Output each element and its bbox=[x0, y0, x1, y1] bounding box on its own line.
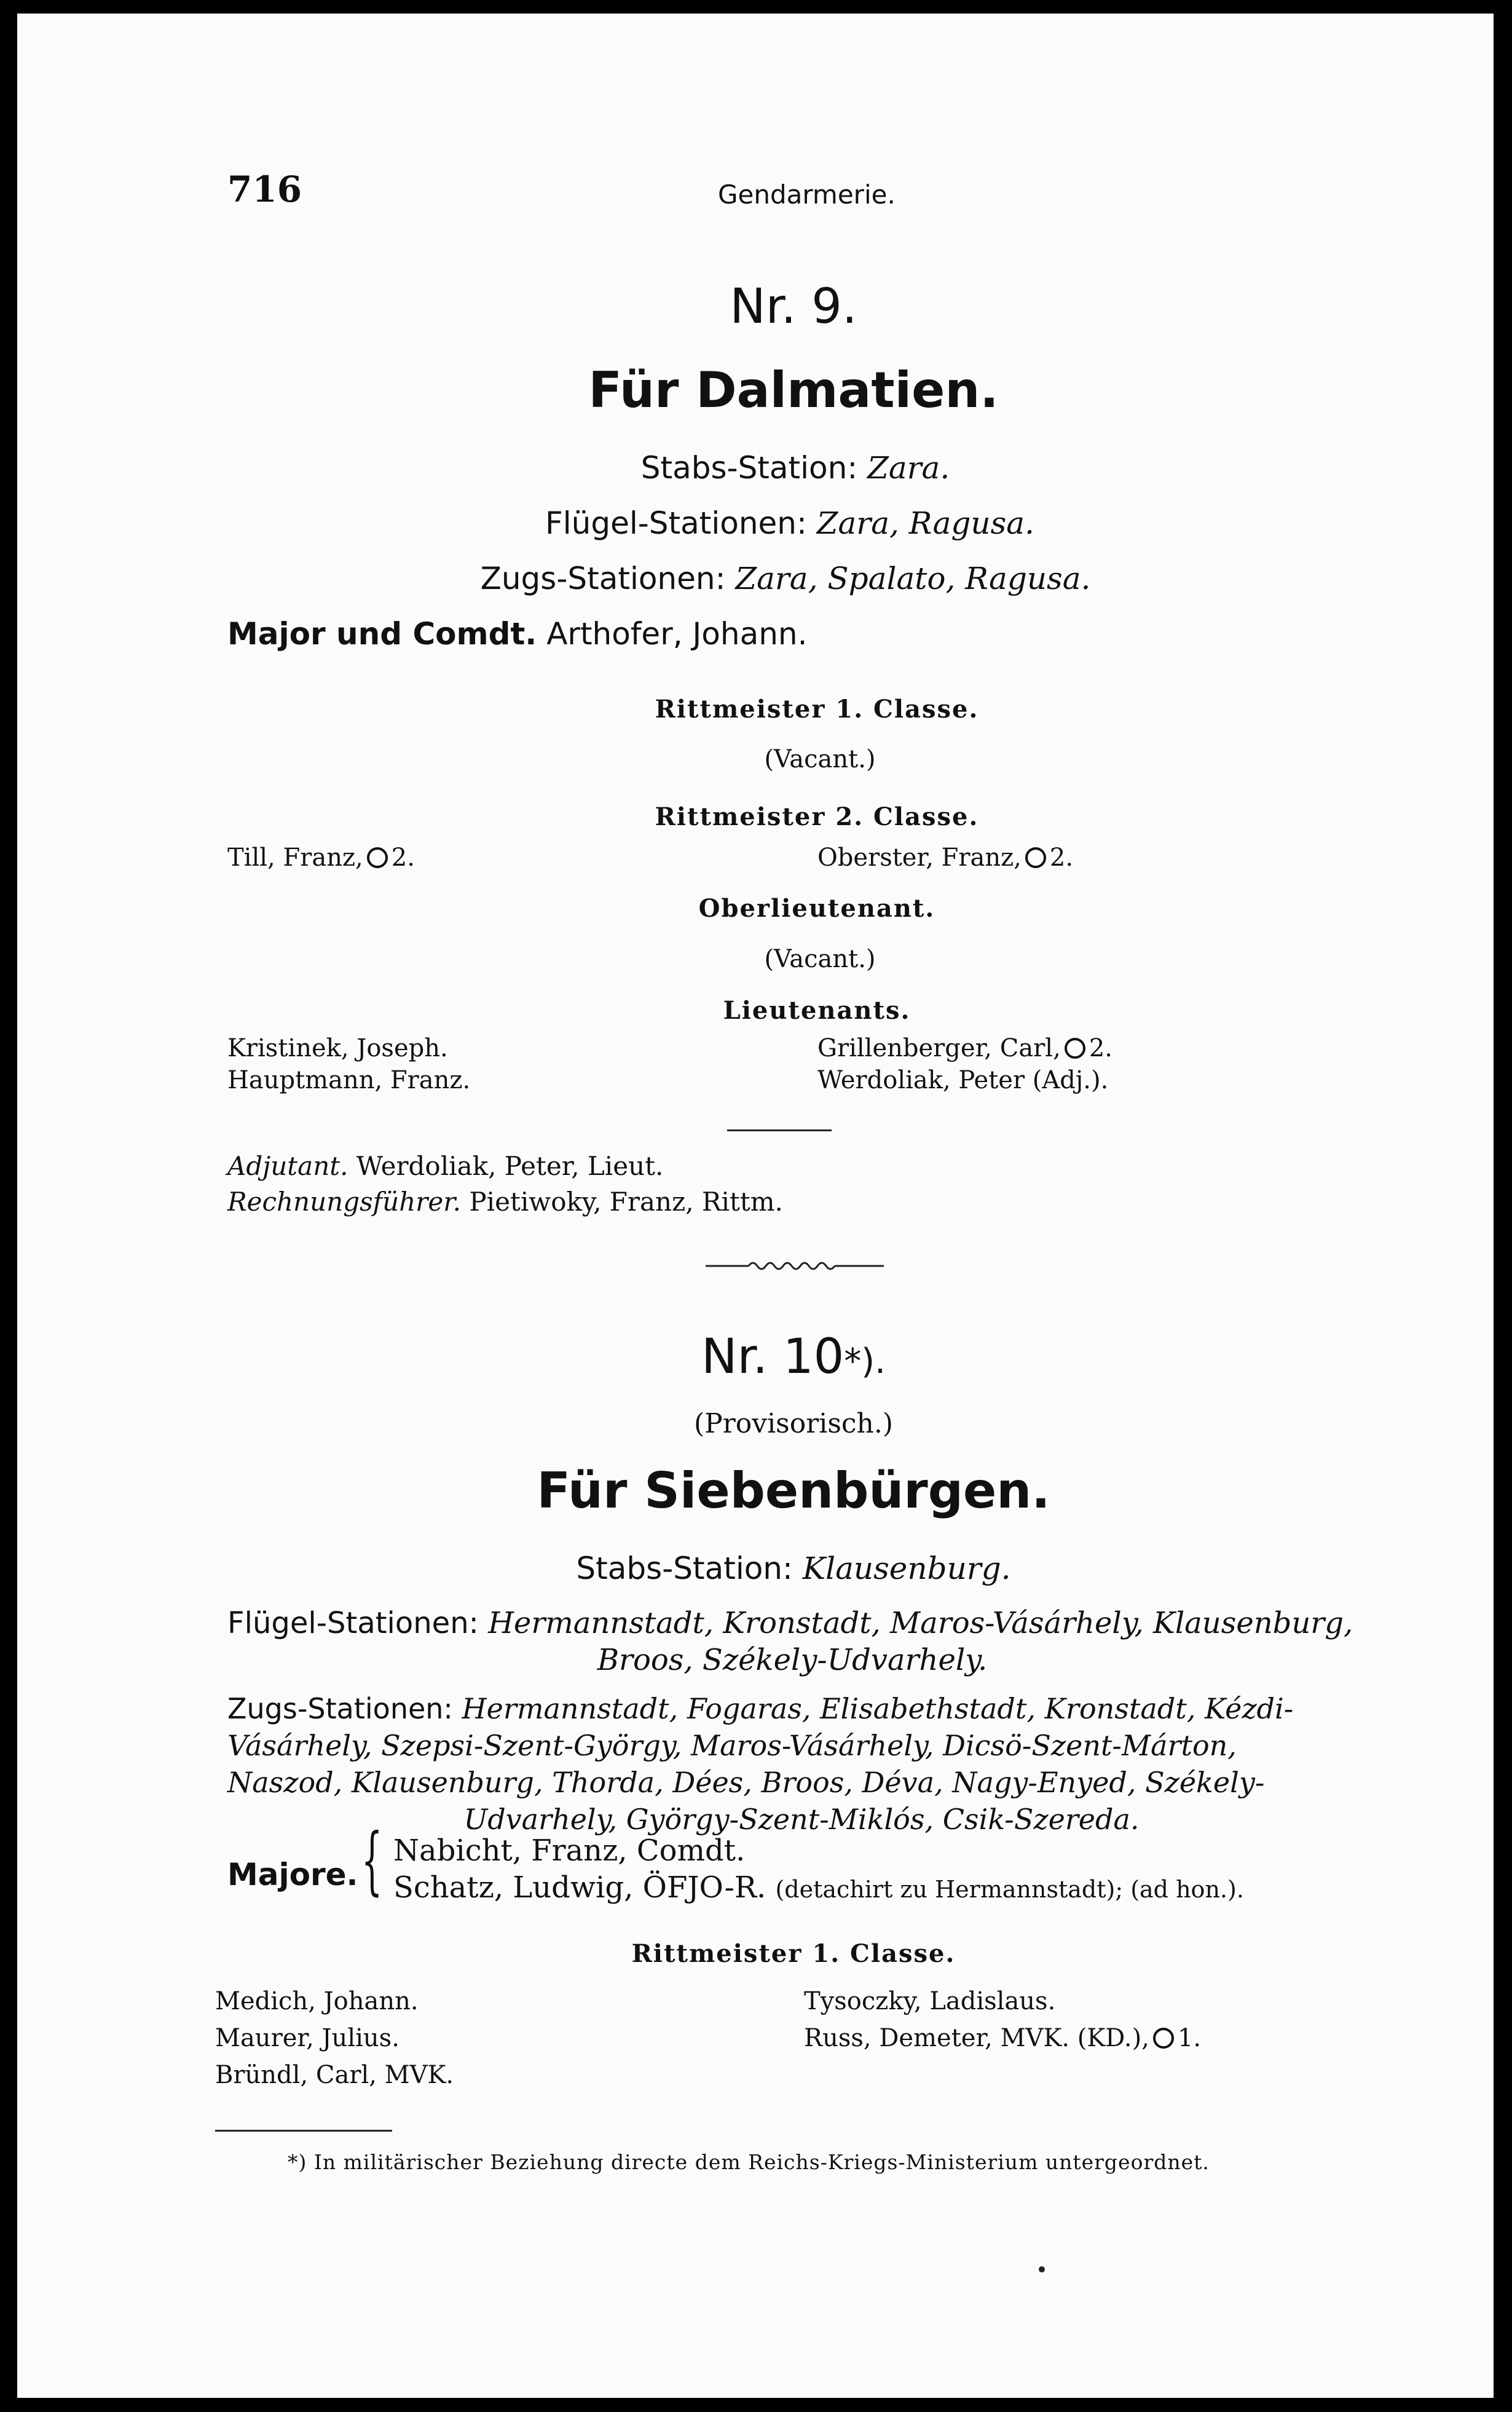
footnote: *) In militärischer Beziehung directe dem Reichs-Kriegs-Ministerium untergeordnet. bbox=[288, 2150, 1210, 2174]
stabs-station-value: Zara. bbox=[867, 450, 950, 486]
rittmeister-1-vacant: (Vacant.) bbox=[764, 745, 876, 773]
adjutant-value: Werdoliak, Peter, Lieut. bbox=[356, 1151, 664, 1181]
fluegel-stationen-value: Zara, Ragusa. bbox=[816, 505, 1034, 541]
majore-1: Nabicht, Franz, Comdt. bbox=[393, 1833, 746, 1868]
section-9-number: Nr. 9. bbox=[730, 279, 857, 334]
order-class: 2. bbox=[391, 844, 415, 872]
fluegel-stationen-line-10 bbox=[227, 1606, 1353, 1640]
lieutenants-heading: Lieutenants. bbox=[723, 996, 911, 1025]
major-label: Major und Comdt. bbox=[227, 616, 537, 652]
majore-2-note: (detachirt zu Hermannstadt); (ad hon.). bbox=[775, 1876, 1244, 1903]
stabs-station-label: Stabs-Station: bbox=[576, 1551, 793, 1586]
zugs-stationen-value-1: Hermannstadt, Fogaras, Elisabethstadt, Kronstadt, Kézdi- bbox=[462, 1692, 1294, 1725]
rittmeister-1-heading: Rittmeister 1. Classe. bbox=[655, 695, 979, 724]
rittmeister-2-left bbox=[227, 844, 415, 872]
zugs-stationen-value-2: Vásárhely, Szepsi-Szent-György, Maros-Vásárhely, Dicsö-Szent-Márton, bbox=[227, 1729, 1237, 1762]
major-name: Arthofer, Johann. bbox=[546, 616, 808, 652]
officer-left-1: Medich, Johann. bbox=[215, 1987, 419, 2015]
adjutant-line bbox=[227, 1151, 663, 1181]
officer-name: Oberster, Franz, bbox=[817, 844, 1022, 872]
running-title: Gendarmerie. bbox=[718, 180, 896, 210]
section-10-footnote-mark: *). bbox=[844, 1342, 886, 1382]
fluegel-stationen-line bbox=[17, 505, 1494, 541]
officer-left-2: Maurer, Julius. bbox=[215, 2024, 400, 2052]
adjutant-label: Adjutant. bbox=[227, 1151, 348, 1181]
lieutenant-left-1: Kristinek, Joseph. bbox=[227, 1034, 448, 1062]
lieutenant-left-2: Hauptmann, Franz. bbox=[227, 1066, 471, 1094]
order-circle-icon bbox=[1065, 1038, 1085, 1059]
section-divider-short bbox=[727, 1129, 832, 1131]
section-10-number bbox=[17, 1329, 1494, 1385]
page bbox=[17, 14, 1494, 2398]
officer-right-2 bbox=[804, 2024, 1201, 2052]
rechnungsfuehrer-value: Pietiwoky, Franz, Rittm. bbox=[469, 1187, 783, 1217]
officer-name: Russ, Demeter, MVK. (KD.), bbox=[804, 2024, 1149, 2052]
rechnungsfuehrer-line bbox=[227, 1187, 783, 1217]
section-10-number-text: Nr. 10 bbox=[701, 1329, 845, 1385]
zugs-stationen-line-10 bbox=[227, 1692, 1293, 1725]
zugs-stationen-label: Zugs-Stationen: bbox=[227, 1692, 453, 1725]
zugs-stationen-line bbox=[17, 561, 1494, 596]
rittmeister-1-heading-10: Rittmeister 1. Classe. bbox=[631, 1939, 956, 1968]
speck bbox=[1039, 2266, 1045, 2272]
oberlieutenant-heading: Oberlieutenant. bbox=[698, 894, 935, 923]
footnote-rule bbox=[215, 2130, 392, 2132]
officer-right-1: Tysoczky, Ladislaus. bbox=[804, 1987, 1056, 2015]
order-circle-icon bbox=[367, 847, 388, 868]
stabs-station-line-10 bbox=[17, 1551, 1494, 1586]
lieutenant-right-1 bbox=[817, 1034, 1112, 1062]
order-class: 1. bbox=[1177, 2024, 1202, 2052]
brace-icon: { bbox=[361, 1818, 383, 1904]
fluegel-stationen-label: Flügel-Stationen: bbox=[227, 1606, 479, 1640]
rittmeister-2-right bbox=[817, 844, 1073, 872]
majore-2: Schatz, Ludwig, ÖFJO-R. bbox=[393, 1870, 766, 1905]
officer-name: Till, Franz, bbox=[227, 844, 363, 872]
stabs-station-line bbox=[17, 450, 1494, 486]
zugs-stationen-value-3: Naszod, Klausenburg, Thorda, Dées, Broos, Déva, Nagy-Enyed, Székely- bbox=[227, 1766, 1265, 1799]
fluegel-stationen-value-2: Broos, Székely-Udvarhely. bbox=[597, 1643, 988, 1677]
major-line bbox=[227, 616, 807, 652]
fluegel-stationen-label: Flügel-Stationen: bbox=[545, 505, 807, 541]
section-10-title: Für Siebenbürgen. bbox=[537, 1462, 1050, 1519]
majore-2-line bbox=[393, 1870, 1244, 1905]
section-10-provisional: (Provisorisch.) bbox=[693, 1408, 894, 1439]
officer-left-3: Bründl, Carl, MVK. bbox=[215, 2061, 454, 2089]
rittmeister-2-heading: Rittmeister 2. Classe. bbox=[655, 802, 979, 831]
order-class: 2. bbox=[1089, 1034, 1112, 1062]
stabs-station-label: Stabs-Station: bbox=[640, 450, 858, 486]
fluegel-stationen-value-1: Hermannstadt, Kronstadt, Maros-Vásárhely, Klausenburg, bbox=[488, 1606, 1353, 1640]
lieutenant-right-2: Werdoliak, Peter (Adj.). bbox=[817, 1066, 1109, 1094]
oberlieutenant-vacant: (Vacant.) bbox=[764, 945, 876, 973]
page-number: 716 bbox=[227, 168, 302, 210]
rechnungsfuehrer-label: Rechnungsführer. bbox=[227, 1187, 462, 1217]
zugs-stationen-value-4: Udvarhely, György-Szent-Miklós, Csik-Szereda. bbox=[463, 1803, 1140, 1836]
section-9-title: Für Dalmatien. bbox=[588, 362, 999, 419]
order-class: 2. bbox=[1049, 844, 1074, 872]
officer-name: Grillenberger, Carl, bbox=[817, 1034, 1061, 1062]
order-circle-icon bbox=[1153, 2028, 1174, 2049]
order-circle-icon bbox=[1025, 847, 1046, 868]
stabs-station-value: Klausenburg. bbox=[802, 1551, 1011, 1586]
majore-label: Majore. bbox=[227, 1857, 358, 1892]
zugs-stationen-value: Zara, Spalato, Ragusa. bbox=[735, 561, 1091, 596]
ornamental-divider bbox=[706, 1259, 884, 1273]
zugs-stationen-label: Zugs-Stationen: bbox=[480, 561, 726, 596]
